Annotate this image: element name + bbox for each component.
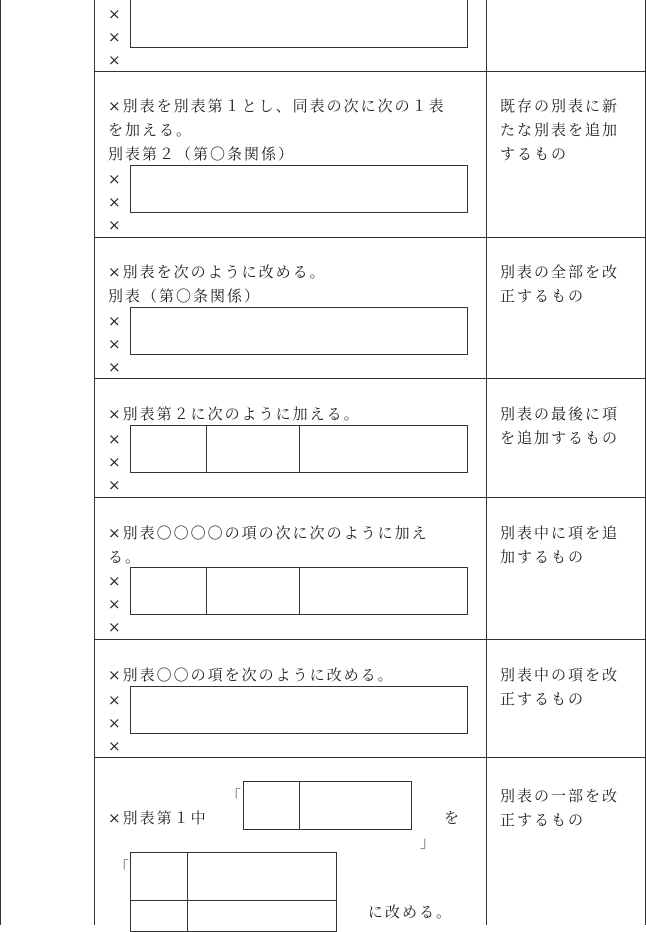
particle-wo: を <box>444 809 462 827</box>
amendment-text: ×別表を別表第１とし、同表の次に次の１表 <box>108 97 446 115</box>
table-placeholder <box>130 165 468 213</box>
note-text: を追加するもの <box>500 429 620 447</box>
cross-mark: × <box>108 216 121 234</box>
note-text: 正するもの <box>500 811 586 829</box>
note-text: するもの <box>500 145 569 163</box>
note-text: 別表中の項を改 <box>500 666 620 684</box>
table-row-divider <box>131 900 336 901</box>
note-text: 別表の最後に項 <box>500 405 620 423</box>
table-placeholder <box>130 0 468 48</box>
amendment-text: ×別表〇〇の項を次のように改める。 <box>108 666 395 684</box>
cross-mark: × <box>108 430 121 448</box>
row-separator <box>94 497 646 498</box>
table-cell-divider <box>187 853 188 931</box>
note-text: 正するもの <box>500 287 586 305</box>
note-text: 加するもの <box>500 548 586 566</box>
amendment-text: を加える。 <box>108 121 194 139</box>
cross-mark: × <box>108 453 121 471</box>
cross-mark: × <box>108 572 121 590</box>
cross-mark: × <box>108 5 121 23</box>
amendment-text: に改める。 <box>368 903 454 921</box>
table-placeholder-after <box>130 852 337 932</box>
column-divider-left <box>94 0 95 925</box>
table-placeholder <box>130 307 468 355</box>
table-placeholder <box>130 425 468 473</box>
cross-mark: × <box>108 358 121 376</box>
note-text: 正するもの <box>500 690 586 708</box>
column-divider-right <box>486 0 487 925</box>
amendment-text: ×別表〇〇〇〇の項の次に次のように加え <box>108 524 429 542</box>
cross-mark: × <box>108 691 121 709</box>
amendment-text: 別表（第〇条関係） <box>108 287 262 305</box>
cross-mark: × <box>108 28 121 46</box>
table-placeholder <box>130 686 468 734</box>
cross-mark: × <box>108 51 121 69</box>
amendment-text: 別表第２（第〇条関係） <box>108 145 296 163</box>
table-cell-divider <box>299 568 300 614</box>
amendment-text: る。 <box>108 548 143 566</box>
cross-mark: × <box>108 595 121 613</box>
left-border <box>0 0 1 925</box>
table-cell-divider <box>206 568 207 614</box>
row-separator <box>94 378 646 379</box>
note-text: 既存の別表に新 <box>500 97 620 115</box>
cross-mark: × <box>108 476 121 494</box>
quote-open: 「 <box>114 858 132 876</box>
table-cell-divider <box>299 426 300 472</box>
row-separator <box>94 757 646 758</box>
table-cell-divider <box>206 426 207 472</box>
cross-mark: × <box>108 312 121 330</box>
cross-mark: × <box>108 335 121 353</box>
note-text: 別表中に項を追 <box>500 524 620 542</box>
amendment-text: ×別表第１中 <box>108 809 208 827</box>
note-text: たな別表を追加 <box>500 121 620 139</box>
cross-mark: × <box>108 170 121 188</box>
table-cell-divider <box>299 782 300 829</box>
note-text: 別表の一部を改 <box>500 787 620 805</box>
cross-mark: × <box>108 714 121 732</box>
row-separator <box>94 639 646 640</box>
note-text: 別表の全部を改 <box>500 263 620 281</box>
cross-mark: × <box>108 618 121 636</box>
row-separator <box>94 71 646 72</box>
cross-mark: × <box>108 737 121 755</box>
quote-open: 「 <box>226 787 244 805</box>
table-placeholder <box>130 567 468 615</box>
cross-mark: × <box>108 193 121 211</box>
quote-close: 」 <box>420 833 438 851</box>
table-placeholder-before <box>243 781 412 830</box>
amendment-text: ×別表を次のように改める。 <box>108 263 327 281</box>
amendment-text: ×別表第２に次のように加える。 <box>108 405 361 423</box>
row-separator <box>94 237 646 238</box>
